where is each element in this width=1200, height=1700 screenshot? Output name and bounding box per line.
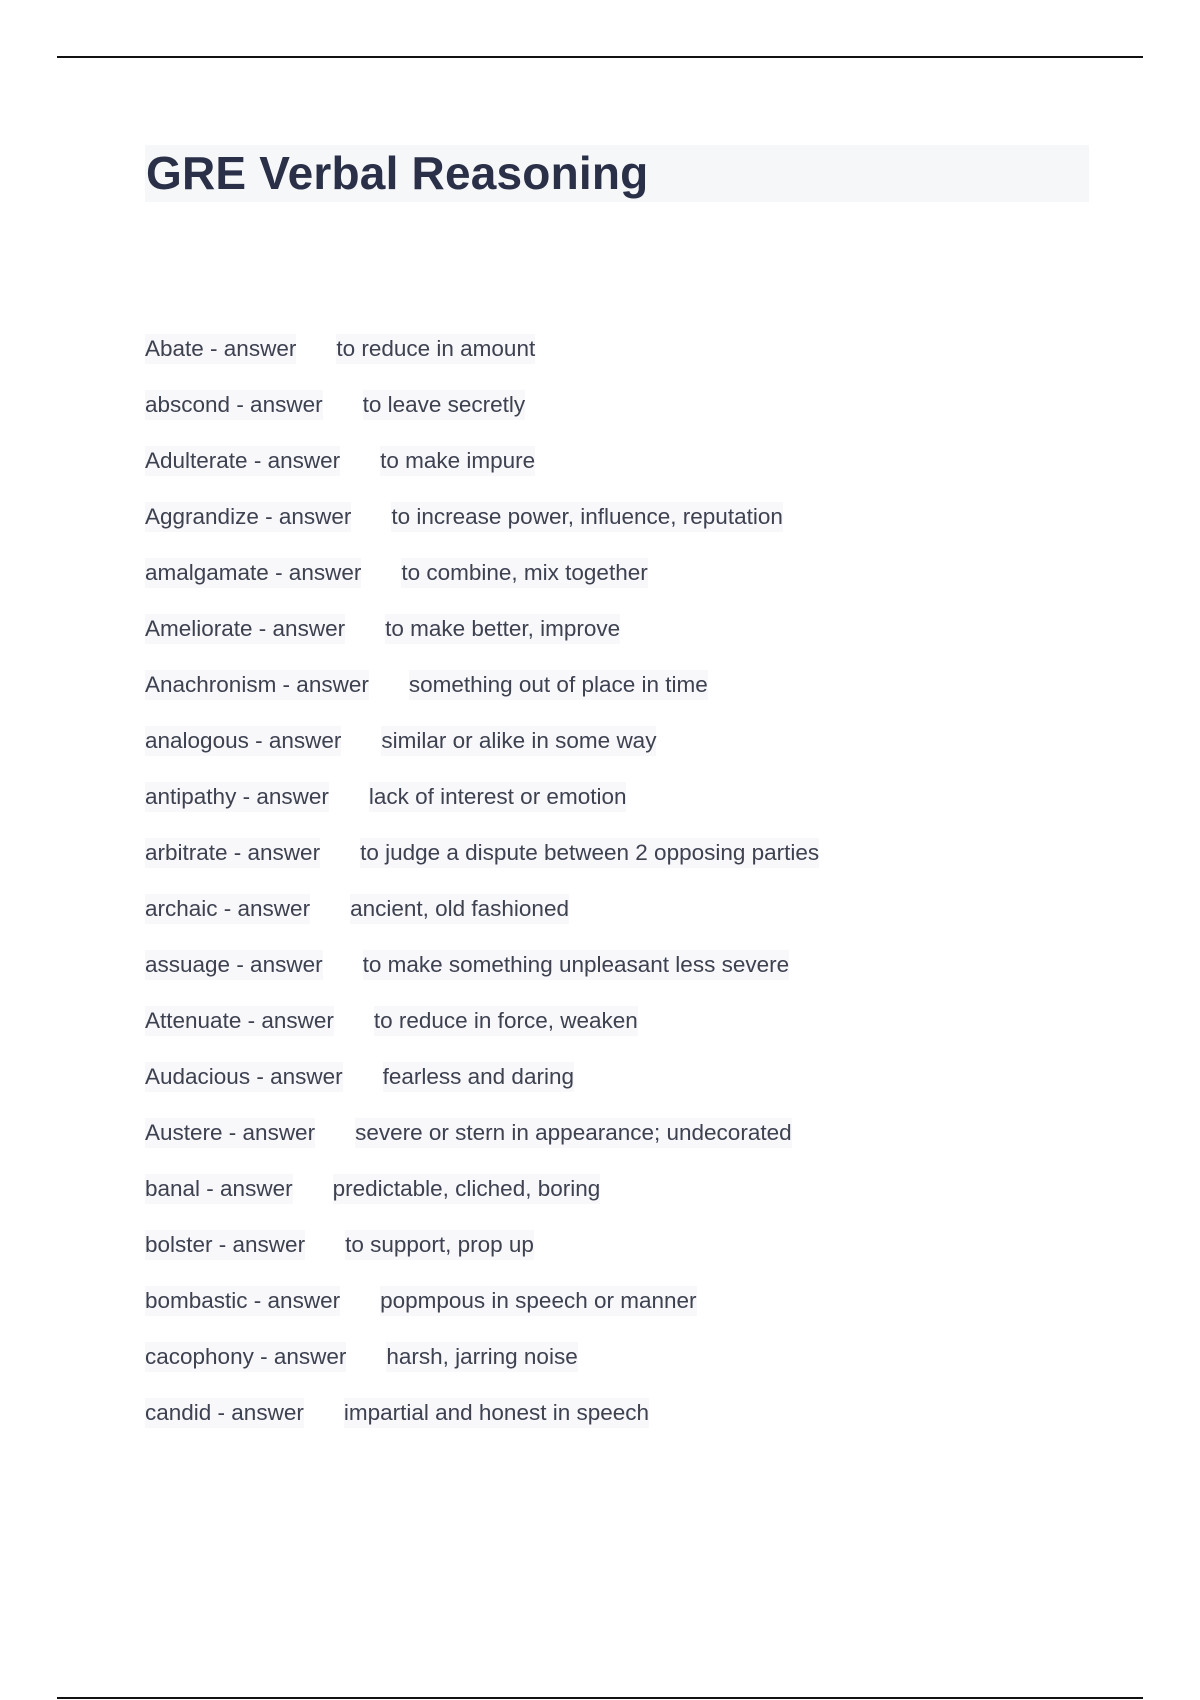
list-item xyxy=(145,558,819,614)
definition-text: similar or alike in some way xyxy=(381,726,656,756)
definition-text: to leave secretly xyxy=(363,390,526,420)
term-definition-gap xyxy=(304,1398,344,1428)
term-definition-gap xyxy=(323,390,363,420)
list-item xyxy=(145,894,819,950)
list-item xyxy=(145,1398,819,1454)
list-item xyxy=(145,670,819,726)
definition-text: harsh, jarring noise xyxy=(386,1342,577,1372)
term-definition-gap xyxy=(334,1006,374,1036)
term-text: antipathy - answer xyxy=(145,782,329,812)
definition-text: something out of place in time xyxy=(409,670,708,700)
definition-text: to reduce in force, weaken xyxy=(374,1006,638,1036)
definition-text: lack of interest or emotion xyxy=(369,782,627,812)
list-item xyxy=(145,614,819,670)
list-item xyxy=(145,838,819,894)
term-text: abscond - answer xyxy=(145,390,323,420)
definition-text: to make impure xyxy=(380,446,535,476)
term-list xyxy=(145,334,819,1454)
definition-text: to judge a dispute between 2 opposing parties xyxy=(360,838,819,868)
term-text: cacophony - answer xyxy=(145,1342,346,1372)
definition-text: impartial and honest in speech xyxy=(344,1398,649,1428)
term-text: Austere - answer xyxy=(145,1118,315,1148)
definition-text: to increase power, influence, reputation xyxy=(391,502,783,532)
term-text: banal - answer xyxy=(145,1174,293,1204)
definition-text: predictable, cliched, boring xyxy=(333,1174,601,1204)
list-item xyxy=(145,1118,819,1174)
term-text: analogous - answer xyxy=(145,726,341,756)
term-definition-gap xyxy=(345,614,385,644)
term-text: amalgamate - answer xyxy=(145,558,361,588)
term-definition-gap xyxy=(351,502,391,532)
term-text: Aggrandize - answer xyxy=(145,502,351,532)
term-definition-gap xyxy=(296,334,336,364)
term-text: Abate - answer xyxy=(145,334,296,364)
term-text: Ameliorate - answer xyxy=(145,614,345,644)
term-text: assuage - answer xyxy=(145,950,323,980)
term-definition-gap xyxy=(329,782,369,812)
term-text: bombastic - answer xyxy=(145,1286,340,1316)
term-text: arbitrate - answer xyxy=(145,838,320,868)
page-title: GRE Verbal Reasoning xyxy=(146,147,649,199)
term-text: archaic - answer xyxy=(145,894,310,924)
footer-rule xyxy=(57,1697,1143,1699)
term-definition-gap xyxy=(293,1174,333,1204)
term-definition-gap xyxy=(340,446,380,476)
definition-text: to make something unpleasant less severe xyxy=(363,950,790,980)
definition-text: fearless and daring xyxy=(383,1062,574,1092)
term-definition-gap xyxy=(343,1062,383,1092)
definition-text: to make better, improve xyxy=(385,614,620,644)
term-text: Adulterate - answer xyxy=(145,446,340,476)
header-rule xyxy=(57,56,1143,58)
term-definition-gap xyxy=(340,1286,380,1316)
list-item xyxy=(145,1006,819,1062)
term-definition-gap xyxy=(315,1118,355,1148)
term-definition-gap xyxy=(361,558,401,588)
definition-text: ancient, old fashioned xyxy=(350,894,569,924)
list-item xyxy=(145,1230,819,1286)
term-definition-gap xyxy=(341,726,381,756)
term-text: bolster - answer xyxy=(145,1230,305,1260)
term-definition-gap xyxy=(310,894,350,924)
list-item xyxy=(145,334,819,390)
term-text: Anachronism - answer xyxy=(145,670,369,700)
list-item xyxy=(145,390,819,446)
list-item xyxy=(145,782,819,838)
definition-text: popmpous in speech or manner xyxy=(380,1286,696,1316)
term-definition-gap xyxy=(305,1230,345,1260)
definition-text: to reduce in amount xyxy=(336,334,535,364)
definition-text: severe or stern in appearance; undecorated xyxy=(355,1118,792,1148)
term-definition-gap xyxy=(320,838,360,868)
term-definition-gap xyxy=(346,1342,386,1372)
term-text: candid - answer xyxy=(145,1398,304,1428)
definition-text: to support, prop up xyxy=(345,1230,534,1260)
list-item xyxy=(145,446,819,502)
list-item xyxy=(145,1342,819,1398)
list-item xyxy=(145,726,819,782)
term-text: Audacious - answer xyxy=(145,1062,343,1092)
term-definition-gap xyxy=(323,950,363,980)
list-item xyxy=(145,950,819,1006)
list-item xyxy=(145,1062,819,1118)
term-definition-gap xyxy=(369,670,409,700)
list-item xyxy=(145,1174,819,1230)
definition-text: to combine, mix together xyxy=(401,558,647,588)
term-text: Attenuate - answer xyxy=(145,1006,334,1036)
list-item xyxy=(145,502,819,558)
list-item xyxy=(145,1286,819,1342)
